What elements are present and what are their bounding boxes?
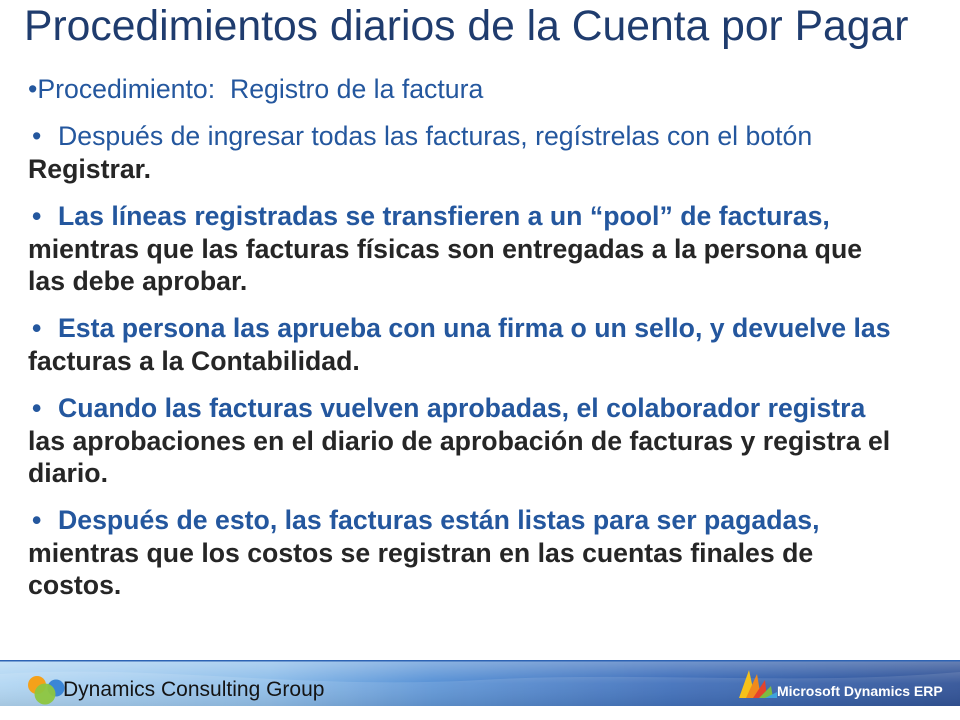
paragraph-line: Registrar.	[28, 153, 151, 184]
line-text: Las líneas registradas se transfieren a un “pool” de facturas,	[58, 201, 830, 232]
bullet-paragraph	[28, 73, 928, 105]
paragraph-line: las aprobaciones en el diario de aprobación de facturas y registra el	[28, 425, 891, 456]
paragraph-line	[28, 504, 928, 536]
paragraph-line	[28, 392, 928, 424]
microsoft-dynamics-logo-text: Microsoft Dynamics ERP	[777, 683, 943, 699]
bullet-glyph: •	[32, 393, 42, 424]
paragraph-line	[28, 73, 928, 105]
paragraph-line: mientras que los costos se registran en las cuentas finales de	[28, 537, 814, 568]
paragraph-line	[28, 312, 928, 344]
bullet-paragraph	[28, 120, 928, 185]
company-name: Dynamics Consulting Group	[63, 678, 325, 701]
bullet-list	[28, 73, 928, 616]
paragraph-line: diario.	[28, 457, 108, 488]
bullet-glyph: •	[32, 505, 42, 536]
paragraph-line: costos.	[28, 570, 122, 601]
paragraph-line	[28, 200, 928, 232]
bullet-glyph: •	[32, 313, 42, 344]
paragraph-line: mientras que las facturas físicas son entregadas a la persona que	[28, 233, 863, 264]
line-text: Después de ingresar todas las facturas, regístrelas con el botón	[58, 121, 813, 152]
line-text: Después de esto, las facturas están listas para ser pagadas,	[58, 505, 820, 536]
bullet-paragraph	[28, 200, 928, 297]
line-text: Cuando las facturas vuelven aprobadas, el colaborador registra	[58, 393, 866, 424]
paragraph-line: las debe aprobar.	[28, 265, 248, 296]
bullet-paragraph	[28, 392, 928, 489]
bullet-glyph: •	[32, 121, 42, 152]
bullet-paragraph	[28, 504, 928, 601]
bullet-paragraph	[28, 312, 928, 377]
paragraph-line: facturas a la Contabilidad.	[28, 345, 360, 376]
microsoft-dynamics-icon	[737, 666, 777, 700]
line-text: Procedimiento: Registro de la factura	[37, 74, 484, 104]
slide-title: Procedimientos diarios de la Cuenta por Pagar	[24, 2, 909, 50]
bullet-glyph: •	[28, 74, 38, 104]
line-text: Esta persona las aprueba con una firma o un sello, y devuelve las	[58, 313, 891, 344]
bullet-glyph: •	[32, 201, 42, 232]
paragraph-line	[28, 120, 928, 152]
